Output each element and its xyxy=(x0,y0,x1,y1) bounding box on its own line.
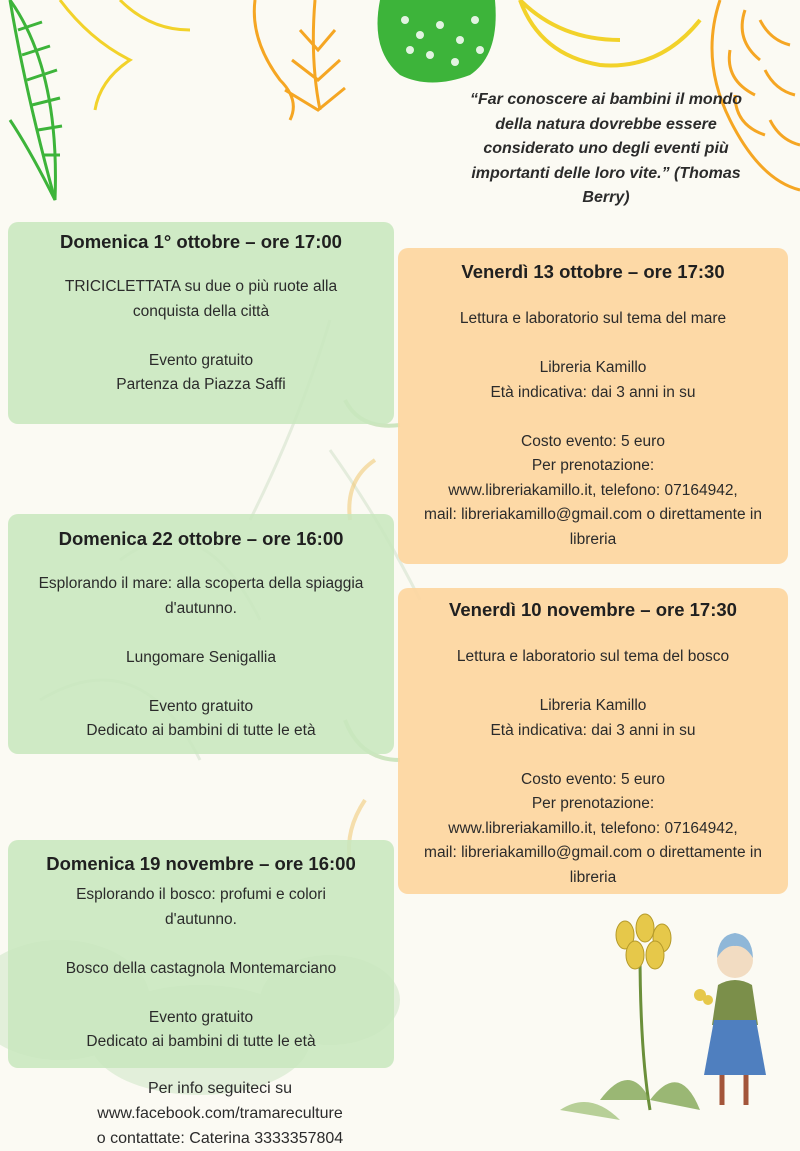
booking-mail: mail: libreriakamillo@gmail.com o direttamente in libreria xyxy=(424,506,762,548)
event-audience: Dedicato ai bambini di tutte le età xyxy=(86,722,316,739)
event-cost: Costo evento: 5 euro xyxy=(521,770,665,788)
event-age: Età indicativa: dai 3 anni in su xyxy=(490,721,696,739)
green-patterned-leaf xyxy=(378,0,496,83)
event-location: Bosco della castagnola Montemarciano xyxy=(65,959,337,977)
event-description: Esplorando il bosco: profumi e colori d'autunno. xyxy=(76,886,326,928)
event-location: Lungomare Senigallia xyxy=(126,648,276,666)
event-title: Venerdì 10 novembre – ore 17:30 xyxy=(449,599,737,620)
event-location: Partenza da Piazza Saffi xyxy=(116,376,286,393)
event-location: Libreria Kamillo xyxy=(539,359,647,376)
booking-contacts: www.libreriakamillo.it, telefono: 07164942, xyxy=(448,819,738,837)
footer-phone-line: o contattate: Caterina 3333357804 xyxy=(96,1130,344,1147)
event-age: Età indicativa: dai 3 anni in su xyxy=(490,383,696,401)
event-audience: Dedicato ai bambini di tutte le età xyxy=(86,1033,316,1050)
booking-mail: mail: libreriakamillo@gmail.com o direttamente in libreria xyxy=(424,844,762,886)
quote-text: “Far conoscere ai bambini il mondo della natura dovrebbe essere considerato uno degli eventi più importanti delle loro vite.” (Thomas Berry) xyxy=(469,91,743,206)
event-title: Venerdì 13 ottobre – ore 17:30 xyxy=(461,261,725,282)
footer-facebook-line: Per info seguiteci su www.facebook.com/tramareculture xyxy=(97,1080,343,1122)
event-card-oct-13 xyxy=(398,248,788,564)
booking-label: Per prenotazione: xyxy=(531,795,655,812)
event-card-nov-10 xyxy=(398,588,788,894)
event-location: Libreria Kamillo xyxy=(539,697,647,714)
event-card-nov-19 xyxy=(8,840,394,1068)
event-description: Lettura e laboratorio sul tema del bosco xyxy=(456,648,730,665)
event-price: Evento gratuito xyxy=(148,1008,254,1026)
event-description: Lettura e laboratorio sul tema del mare xyxy=(459,310,727,327)
event-price: Evento gratuito xyxy=(148,697,254,715)
green-leaf-left xyxy=(10,0,62,200)
footer-contact xyxy=(40,1076,400,1151)
event-price: Evento gratuito xyxy=(148,351,254,369)
event-title: Domenica 22 ottobre – ore 16:00 xyxy=(58,528,344,549)
event-description: TRICICLETTATA su due o più ruote alla conquista della città xyxy=(64,278,338,320)
event-cost: Costo evento: 5 euro xyxy=(521,432,665,450)
event-title: Domenica 19 novembre – ore 16:00 xyxy=(46,853,356,874)
event-card-oct-1 xyxy=(8,222,394,424)
event-title: Domenica 1° ottobre – ore 17:00 xyxy=(60,231,342,252)
booking-contacts: www.libreriakamillo.it, telefono: 07164942, xyxy=(448,481,738,499)
flower-child-illustration xyxy=(560,914,766,1120)
booking-label: Per prenotazione: xyxy=(531,457,655,474)
event-description: Esplorando il mare: alla scoperta della spiaggia d'autunno. xyxy=(38,575,364,617)
event-card-oct-22 xyxy=(8,514,394,754)
